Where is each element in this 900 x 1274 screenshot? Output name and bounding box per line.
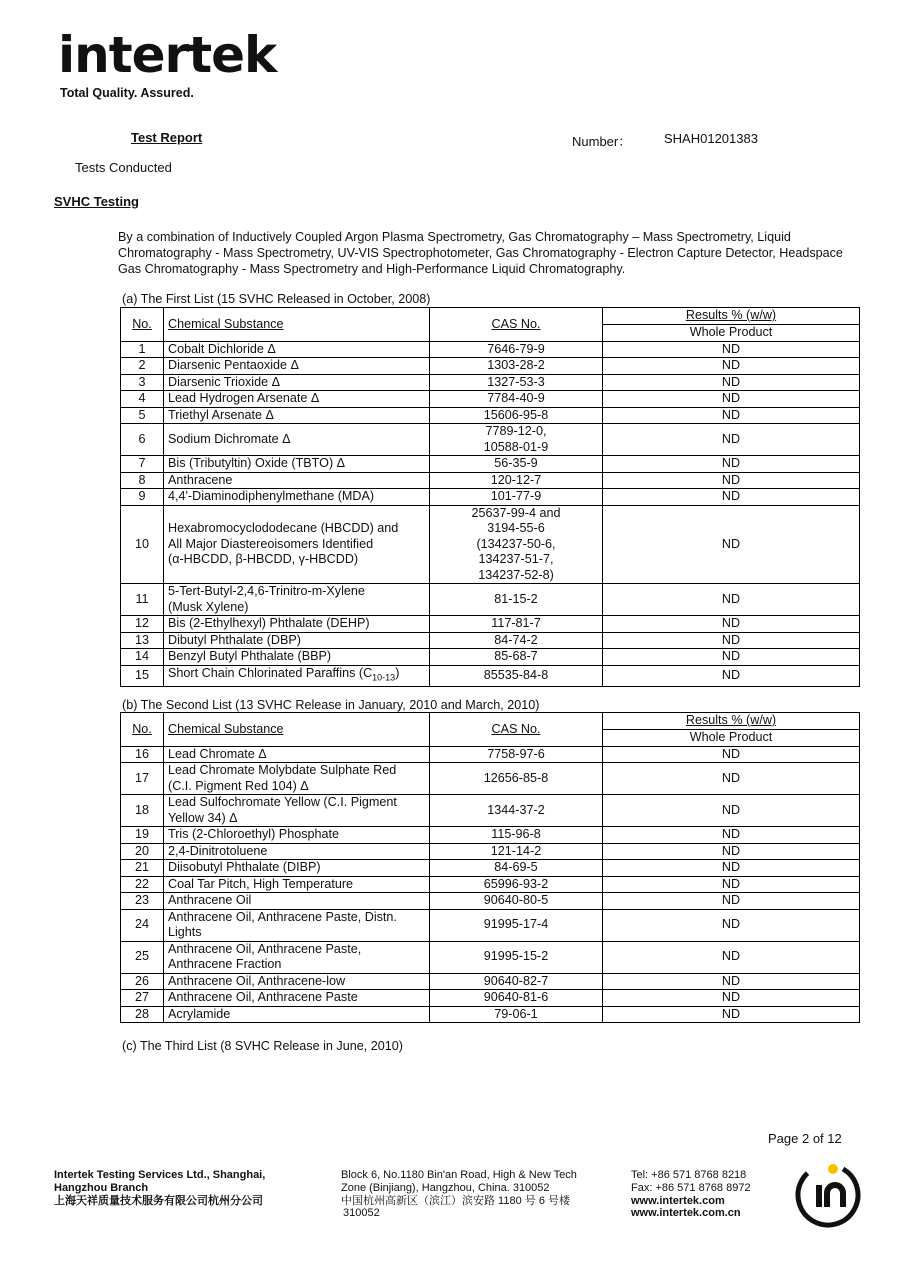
cas-number: 90640-81-6 — [430, 990, 603, 1007]
tests-conducted-label: Tests Conducted — [75, 160, 172, 175]
substance-name: Triethyl Arsenate Δ — [164, 407, 430, 424]
table-row — [121, 843, 860, 860]
row-number: 10 — [121, 505, 164, 584]
row-number: 7 — [121, 456, 164, 473]
substance-name: Diarsenic Trioxide Δ — [164, 374, 430, 391]
substance-subscript: 10-13 — [372, 672, 396, 683]
substance-name: Sodium Dichromate Δ — [164, 424, 430, 456]
row-number: 15 — [121, 665, 164, 686]
substance-name: Anthracene Oil, Anthracene Paste, Distn. Lights — [164, 909, 430, 941]
substance-name: Hexabromocyclododecane (HBCDD) and All Major Diastereoisomers Identified (α-HBCDD, β-HBCDD, γ-HBCDD) — [164, 505, 430, 584]
substance-name: Short Chain Chlorinated Paraffins $(C_{10-13})$ — [164, 665, 430, 686]
table-row — [121, 341, 860, 358]
row-number: 27 — [121, 990, 164, 1007]
table-row — [121, 990, 860, 1007]
cas-number: 1303-28-2 — [430, 358, 603, 375]
table-row — [121, 649, 860, 666]
section-title: SVHC Testing — [54, 194, 139, 209]
substance-name: 2,4-Dinitrotoluene — [164, 843, 430, 860]
cas-number: 91995-15-2 — [430, 941, 603, 973]
cas-number: 12656-85-8 — [430, 763, 603, 795]
cas-number: 85-68-7 — [430, 649, 603, 666]
cas-number: 81-15-2 — [430, 584, 603, 616]
row-number: 12 — [121, 616, 164, 633]
svhc-table-second-list — [120, 712, 860, 1023]
result-value: ND — [603, 990, 860, 1007]
footer-address — [341, 1169, 577, 1220]
table-row — [121, 860, 860, 877]
row-number: 18 — [121, 795, 164, 827]
svhc-table-first-list — [120, 307, 860, 687]
substance-name: 5-Tert-Butyl-2,4,6-Trinitro-m-Xylene (Musk Xylene) — [164, 584, 430, 616]
substance-name: Diarsenic Pentaoxide Δ — [164, 358, 430, 375]
result-value: ND — [603, 746, 860, 763]
col-no-header: No. — [121, 713, 164, 747]
row-number: 4 — [121, 391, 164, 408]
substance-name: Lead Chromate Δ — [164, 746, 430, 763]
substance-name: Coal Tar Pitch, High Temperature — [164, 876, 430, 893]
row-number: 13 — [121, 632, 164, 649]
table-row — [121, 407, 860, 424]
substance-name: Bis (Tributyltin) Oxide (TBTO) Δ — [164, 456, 430, 473]
table-row — [121, 665, 860, 686]
result-value: ND — [603, 374, 860, 391]
row-number: 22 — [121, 876, 164, 893]
list-a-caption: (a) The First List (15 SVHC Released in October, 2008) — [122, 292, 431, 306]
footer-company-line: Hangzhou Branch — [54, 1181, 149, 1194]
table-row — [121, 489, 860, 506]
substance-name: Anthracene Oil, Anthracene Paste, Anthracene Fraction — [164, 941, 430, 973]
footer-address-line: Zone (Binjiang), Hangzhou, China. 310052 — [341, 1181, 550, 1194]
table-row — [121, 391, 860, 408]
table-row — [121, 973, 860, 990]
row-number: 28 — [121, 1006, 164, 1023]
cas-number: 115-96-8 — [430, 827, 603, 844]
report-title: Test Report — [131, 130, 203, 145]
substance-name: Acrylamide — [164, 1006, 430, 1023]
cas-number: 7758-97-6 — [430, 746, 603, 763]
cas-number: 25637-99-4 and 3194-55-6 (134237-50-6, 134237-51-7, 134237-52-8) — [430, 505, 603, 584]
table-row — [121, 632, 860, 649]
cas-number: 56-35-9 — [430, 456, 603, 473]
substance-name: Diisobutyl Phthalate (DIBP) — [164, 860, 430, 877]
result-value: ND — [603, 649, 860, 666]
row-number: 11 — [121, 584, 164, 616]
result-value: ND — [603, 876, 860, 893]
cas-number: 121-14-2 — [430, 843, 603, 860]
result-value: ND — [603, 827, 860, 844]
result-value: ND — [603, 843, 860, 860]
table-row — [121, 616, 860, 633]
substance-name: Lead Sulfochromate Yellow (C.I. Pigment Yellow 34) Δ — [164, 795, 430, 827]
footer-website[interactable]: www.intertek.com — [631, 1194, 725, 1207]
list-c-caption: (c) The Third List (8 SVHC Release in June, 2010) — [122, 1039, 403, 1053]
row-number: 20 — [121, 843, 164, 860]
list-b-caption: (b) The Second List (13 SVHC Release in January, 2010 and March, 2010) — [122, 698, 540, 712]
substance-name: Anthracene — [164, 472, 430, 489]
substance-name: Anthracene Oil, Anthracene Paste — [164, 990, 430, 1007]
row-number: 5 — [121, 407, 164, 424]
substance-name: Cobalt Dichloride Δ — [164, 341, 430, 358]
result-value: ND — [603, 1006, 860, 1023]
substance-name: Bis (2-Ethylhexyl) Phthalate (DEHP) — [164, 616, 430, 633]
cas-number: 1344-37-2 — [430, 795, 603, 827]
cas-number: 101-77-9 — [430, 489, 603, 506]
row-number: 1 — [121, 341, 164, 358]
col-cas-header: CAS No. — [430, 308, 603, 342]
logo-tagline: Total Quality. Assured. — [60, 86, 194, 100]
row-number: 8 — [121, 472, 164, 489]
row-number: 9 — [121, 489, 164, 506]
table-row — [121, 358, 860, 375]
footer-fax: Fax: +86 571 8768 8972 — [631, 1181, 751, 1194]
result-value: ND — [603, 505, 860, 584]
cas-number: 79-06-1 — [430, 1006, 603, 1023]
table-row — [121, 746, 860, 763]
row-number: 17 — [121, 763, 164, 795]
result-value: ND — [603, 893, 860, 910]
result-value: ND — [603, 795, 860, 827]
substance-name: Dibutyl Phthalate (DBP) — [164, 632, 430, 649]
table-row — [121, 456, 860, 473]
table-row — [121, 374, 860, 391]
result-value: ND — [603, 489, 860, 506]
table-row — [121, 893, 860, 910]
cas-number: 84-74-2 — [430, 632, 603, 649]
footer-address-line: Block 6, No.1180 Bin'an Road, High & New Tech — [341, 1169, 577, 1181]
result-value: ND — [603, 616, 860, 633]
row-number: 26 — [121, 973, 164, 990]
substance-name: Anthracene Oil, Anthracene-low — [164, 973, 430, 990]
footer-contact — [631, 1169, 751, 1220]
cas-number: 7646-79-9 — [430, 341, 603, 358]
footer-address-line: 310052 — [343, 1207, 380, 1220]
col-substance-header: Chemical Substance — [164, 713, 430, 747]
row-number: 23 — [121, 893, 164, 910]
cas-number: 7784-40-9 — [430, 391, 603, 408]
result-value: ND — [603, 665, 860, 686]
table-row — [121, 827, 860, 844]
result-value: ND — [603, 909, 860, 941]
substance-name: Benzyl Butyl Phthalate (BBP) — [164, 649, 430, 666]
result-value: ND — [603, 341, 860, 358]
report-number: SHAH01201383 — [664, 131, 758, 146]
cas-number: 90640-80-5 — [430, 893, 603, 910]
substance-name: Lead Chromate Molybdate Sulphate Red (C.I. Pigment Red 104) Δ — [164, 763, 430, 795]
substance-name: Lead Hydrogen Arsenate Δ — [164, 391, 430, 408]
table-row — [121, 876, 860, 893]
footer-company-line: 上海天祥质量技术服务有限公司杭州分公司 — [54, 1194, 263, 1207]
cas-number: 90640-82-7 — [430, 973, 603, 990]
col-no-header: No. — [121, 308, 164, 342]
row-number: 16 — [121, 746, 164, 763]
cas-number: 15606-95-8 — [430, 407, 603, 424]
col-whole-product-header: Whole Product — [603, 324, 860, 341]
col-substance-header: Chemical Substance — [164, 308, 430, 342]
footer-company — [54, 1169, 265, 1207]
table-row — [121, 1006, 860, 1023]
row-number: 25 — [121, 941, 164, 973]
page-number: Page 2 of 12 — [768, 1131, 842, 1146]
result-value: ND — [603, 456, 860, 473]
cas-number: 117-81-7 — [430, 616, 603, 633]
result-value: ND — [603, 632, 860, 649]
cas-number: 120-12-7 — [430, 472, 603, 489]
footer-company-line: Intertek Testing Services Ltd., Shanghai, — [54, 1169, 266, 1181]
table-row — [121, 763, 860, 795]
col-results-header: Results % (w/w) — [603, 713, 860, 730]
cas-number: 85535-84-8 — [430, 665, 603, 686]
result-value: ND — [603, 424, 860, 456]
intertek-badge-icon — [792, 1157, 864, 1229]
row-number: 24 — [121, 909, 164, 941]
substance-name: Tris (2-Chloroethyl) Phosphate — [164, 827, 430, 844]
cas-number: 91995-17-4 — [430, 909, 603, 941]
report-number-label: Number： — [572, 134, 632, 149]
cas-number: 65996-93-2 — [430, 876, 603, 893]
cas-number: 84-69-5 — [430, 860, 603, 877]
cas-number: 1327-53-3 — [430, 374, 603, 391]
table-row — [121, 505, 860, 584]
table-row — [121, 584, 860, 616]
col-results-header: Results % (w/w) — [603, 308, 860, 325]
table-row — [121, 472, 860, 489]
footer-tel: Tel: +86 571 8768 8218 — [631, 1169, 747, 1181]
row-number: 19 — [121, 827, 164, 844]
col-cas-header: CAS No. — [430, 713, 603, 747]
result-value: ND — [603, 584, 860, 616]
intertek-logo: intertek — [58, 26, 277, 84]
table-row — [121, 424, 860, 456]
substance-name: 4,4'-Diaminodiphenylmethane (MDA) — [164, 489, 430, 506]
table-row — [121, 909, 860, 941]
result-value: ND — [603, 472, 860, 489]
substance-name: Anthracene Oil — [164, 893, 430, 910]
table-row — [121, 941, 860, 973]
cas-number: 7789-12-0, 10588-01-9 — [430, 424, 603, 456]
result-value: ND — [603, 407, 860, 424]
result-value: ND — [603, 358, 860, 375]
footer-website-cn[interactable]: www.intertek.com.cn — [631, 1207, 741, 1220]
result-value: ND — [603, 860, 860, 877]
footer-address-line: 中国杭州高新区（滨江）滨安路 1180 号 6 号楼 — [341, 1194, 570, 1207]
row-number: 3 — [121, 374, 164, 391]
row-number: 14 — [121, 649, 164, 666]
row-number: 2 — [121, 358, 164, 375]
result-value: ND — [603, 973, 860, 990]
table-row — [121, 795, 860, 827]
row-number: 21 — [121, 860, 164, 877]
row-number: 6 — [121, 424, 164, 456]
result-value: ND — [603, 941, 860, 973]
result-value: ND — [603, 391, 860, 408]
method-description: By a combination of Inductively Coupled Argon Plasma Spectrometry, Gas Chromatography – Mass Spectrometry, Liquid Chromatography - Mass Spectrometry, UV-VIS Spectrophotometer, Gas Chromatography - Electron Capture Detector, Headspace Gas Chromatography - Mass Spectrometry and High-Performance Liquid Chromatography. — [118, 230, 843, 277]
result-value: ND — [603, 763, 860, 795]
col-whole-product-header: Whole Product — [603, 729, 860, 746]
